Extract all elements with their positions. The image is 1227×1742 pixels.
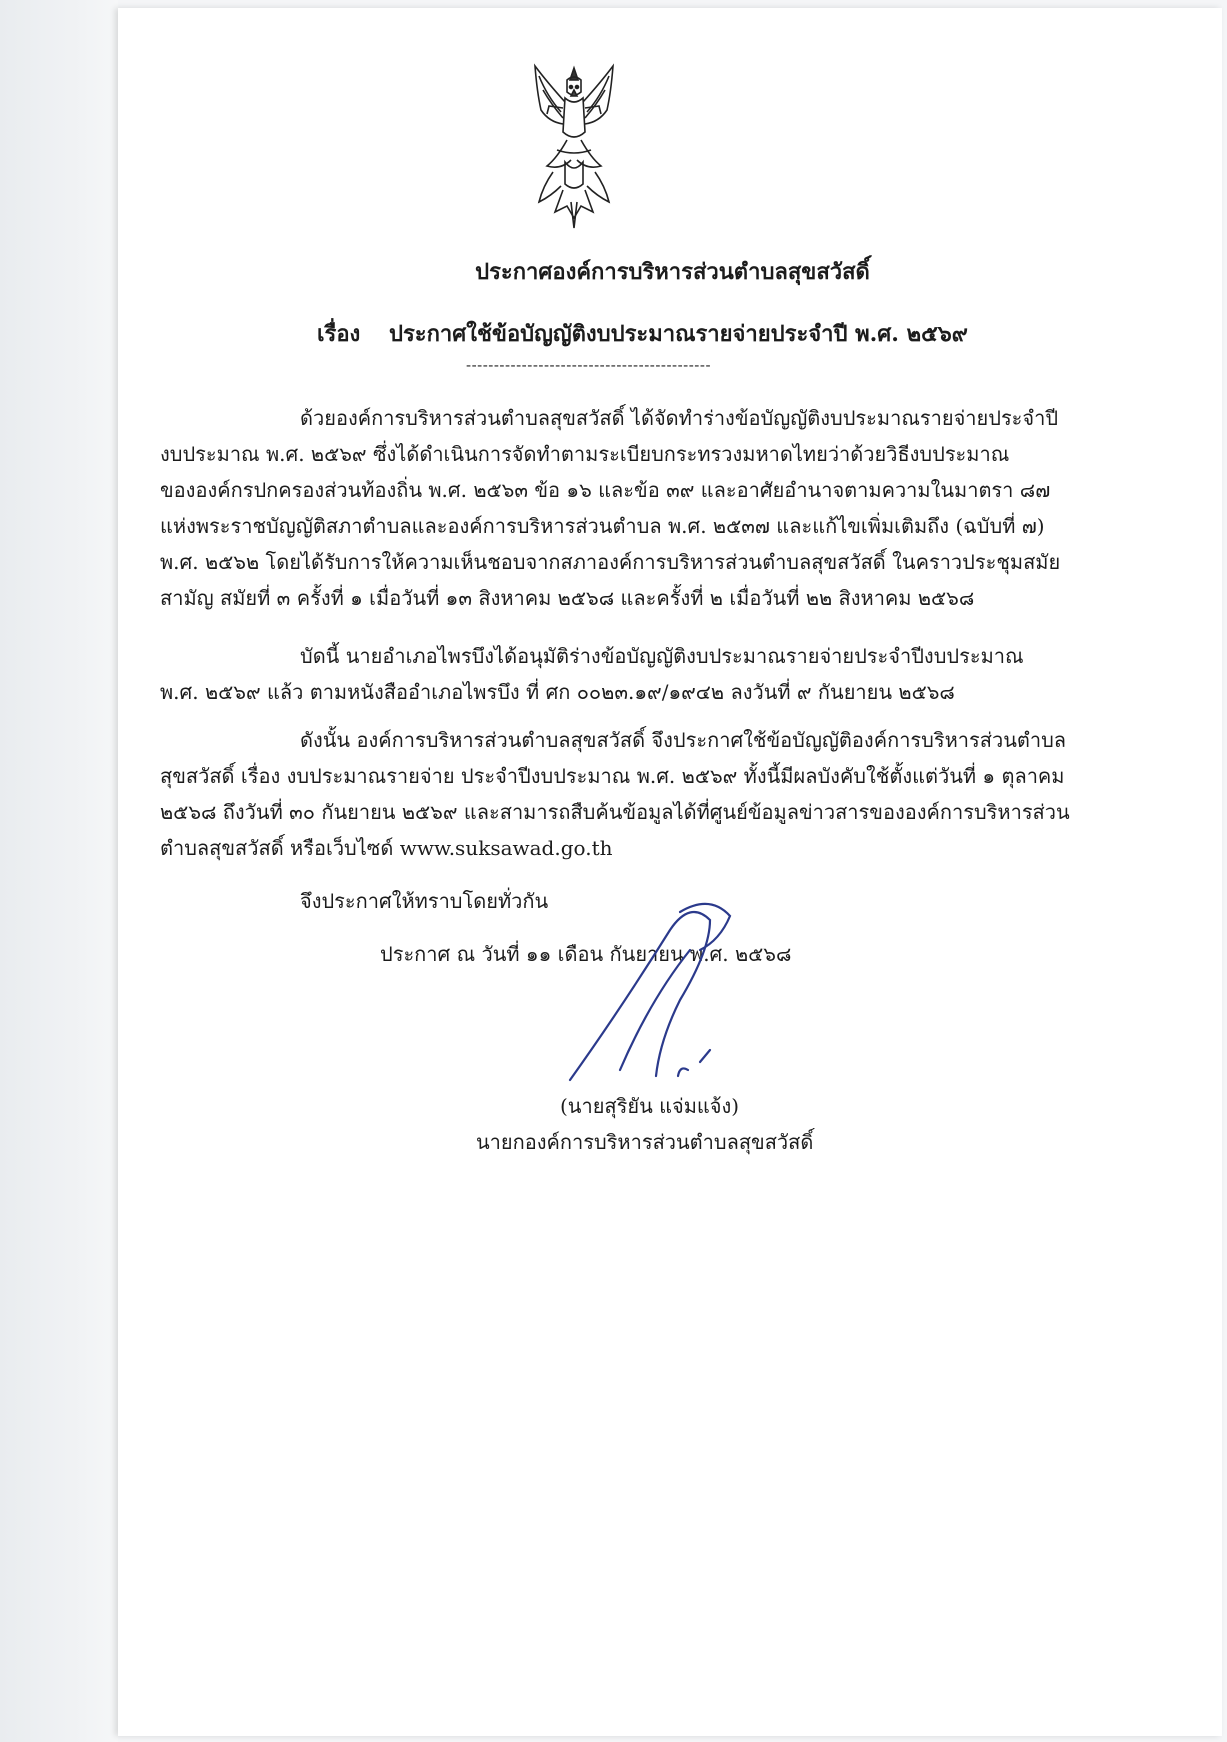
paragraph-line: พ.ศ. ๒๕๖๙ แล้ว ตามหนังสืออำเภอไพรบึง ที่ ศก ๐๐๒๓.๑๙/๑๙๔๒ ลงวันที่ ๙ กันยายน ๒๕๖๘ xyxy=(160,680,955,704)
garuda-emblem-icon xyxy=(527,62,621,232)
subject-line xyxy=(317,316,968,351)
announcement-title: ประกาศองค์การบริหารส่วนตำบลสุขสวัสดิ์ xyxy=(475,259,870,285)
paragraph-1 xyxy=(160,400,1100,616)
paragraph-line: ขององค์กรปกครองส่วนท้องถิ่น พ.ศ. ๒๕๖๓ ข้อ ๑๖ และข้อ ๓๙ และอาศัยอำนาจตามความในมาตรา ๘๗ xyxy=(160,478,1051,502)
paragraph-line: ดังนั้น องค์การบริหารส่วนตำบลสุขสวัสดิ์ จึงประกาศใช้ข้อบัญญัติองค์การบริหารส่วนตำบล xyxy=(300,728,1067,752)
signer-position: นายกองค์การบริหารส่วนตำบลสุขสวัสดิ์ xyxy=(476,1130,814,1154)
handwritten-signature xyxy=(560,890,760,1090)
paragraph-line: สามัญ สมัยที่ ๓ ครั้งที่ ๑ เมื่อวันที่ ๑๓ สิงหาคม ๒๕๖๘ และครั้งที่ ๒ เมื่อวันที่ ๒๒ สิงหาคม ๒๕๖๘ xyxy=(160,586,975,610)
paragraph-3 xyxy=(160,722,1100,866)
subject-text: ประกาศใช้ข้อบัญญัติงบประมาณรายจ่ายประจำปี พ.ศ. ๒๕๖๙ xyxy=(389,321,968,347)
paragraph-line: ด้วยองค์การบริหารส่วนตำบลสุขสวัสดิ์ ได้จัดทำร่างข้อบัญญัติงบประมาณรายจ่ายประจำปี xyxy=(300,406,1059,430)
announcement-date: ประกาศ ณ วันที่ ๑๑ เดือน กันยายน พ.ศ. ๒๕๖๘ xyxy=(380,942,792,966)
paragraph-line: พ.ศ. ๒๕๖๒ โดยได้รับการให้ความเห็นชอบจากสภาองค์การบริหารส่วนตำบลสุขสวัสดิ์ ในคราวประชุมสมัย xyxy=(160,550,1061,574)
paragraph-line: ๒๕๖๘ ถึงวันที่ ๓๐ กันยายน ๒๕๖๙ และสามารถสืบค้นข้อมูลได้ที่ศูนย์ข้อมูลข่าวสารขององค์การบริหารส่วน xyxy=(160,800,1070,824)
paragraph-2 xyxy=(160,638,1100,710)
paragraph-line: งบประมาณ พ.ศ. ๒๕๖๙ ซึ่งได้ดำเนินการจัดทำตามระเบียบกระทรวงมหาดไทยว่าด้วยวิธีงบประมาณ xyxy=(160,442,1010,466)
paragraph-line: ตำบลสุขสวัสดิ์ หรือเว็บไซด์ www.suksawad.go.th xyxy=(160,836,613,860)
paragraph-line: บัดนี้ นายอำเภอไพรบึงได้อนุมัติร่างข้อบัญญัติงบประมาณรายจ่ายประจำปีงบประมาณ xyxy=(300,644,1024,668)
divider-line: -------------------------------------------- xyxy=(466,356,712,374)
signer-name: (นายสุริยัน แจ่มแจ้ง) xyxy=(560,1094,740,1118)
paragraph-line: แห่งพระราชบัญญัติสภาตำบลและองค์การบริหารส่วนตำบล พ.ศ. ๒๕๓๗ และแก้ไขเพิ่มเติมถึง (ฉบับที่ ๗) xyxy=(160,514,1045,538)
paragraph-line: สุขสวัสดิ์ เรื่อง งบประมาณรายจ่าย ประจำปีงบประมาณ พ.ศ. ๒๕๖๙ ทั้งนี้มีผลบังคับใช้ตั้งแต่วันที่ ๑ ตุลาคม xyxy=(160,764,1065,788)
subject-label: เรื่อง xyxy=(317,321,361,347)
closing-statement: จึงประกาศให้ทราบโดยทั่วกัน xyxy=(300,889,549,913)
